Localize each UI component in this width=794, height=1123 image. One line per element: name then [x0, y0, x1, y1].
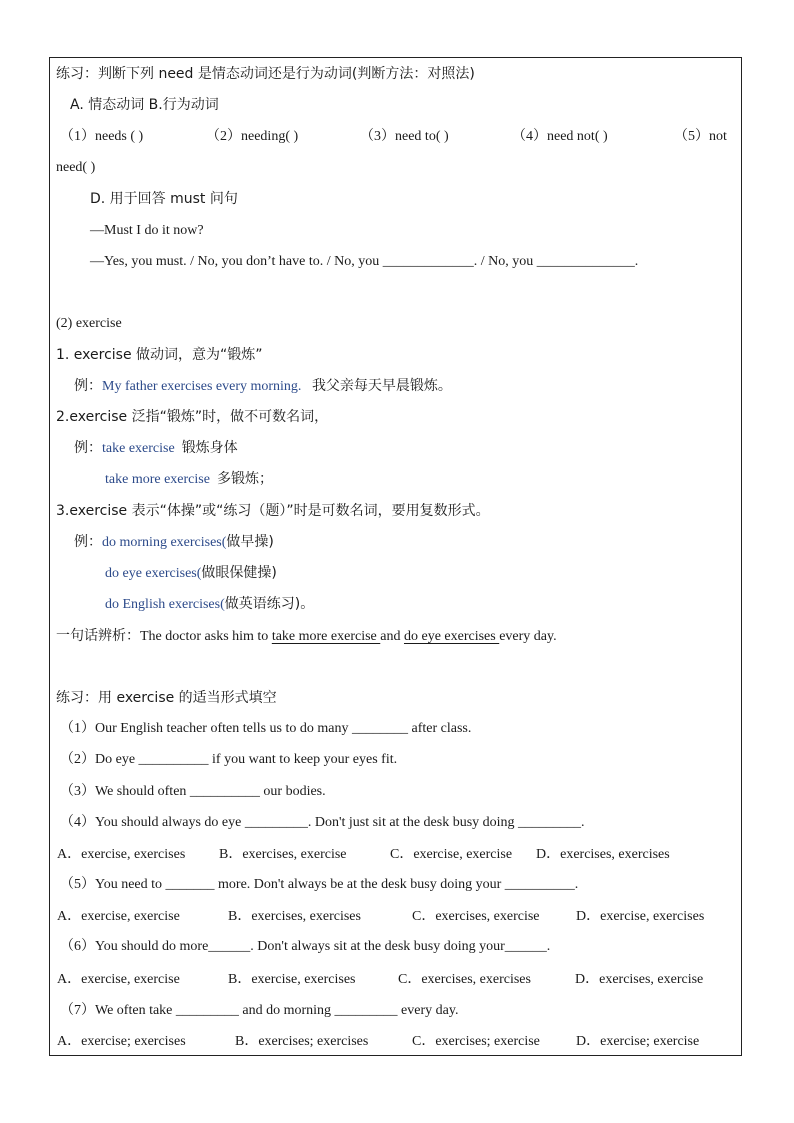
section1-question: —Must I do it now? — [90, 223, 204, 238]
question-5: （5）You need to _______ more. Don't always be at the desk busy doing your __________. — [60, 877, 579, 892]
example-label: 例： — [74, 440, 102, 456]
question-7: （7）We often take _________ and do morning _________ every day. — [60, 1003, 459, 1018]
question-4: （4）You should always do eye _________. Don't just sit at the desk busy doing _________. — [60, 815, 585, 830]
q5-option-d: D．exercise, exercises — [576, 909, 705, 924]
example3c — [105, 595, 314, 614]
question-6: （6）You should do more______. Don't always sit at the desk busy doing your______. — [60, 939, 551, 954]
example1-english: My father exercises every morning. — [102, 379, 302, 394]
section1-d-line: D. 用于回答 must 问句 — [90, 191, 238, 207]
section1-title: 练习：判断下列 need 是情态动词还是行为动词(判断方法：对照法) — [56, 66, 475, 82]
example3b — [105, 564, 277, 583]
analysis-underlined-2: do eye exercises — [403, 629, 500, 644]
example-label: 例： — [74, 378, 102, 394]
example3b-english: do eye exercises( — [105, 566, 202, 581]
need-item-1: （1）needs ( ) — [60, 129, 144, 144]
example3a-english: do morning exercises( — [102, 535, 227, 550]
section1-answer: —Yes, you must. / No, you don’t have to. / No, you _____________. / No, you ______________. — [90, 254, 639, 269]
analysis-text-1: The doctor asks him to — [140, 629, 272, 644]
question-1: （1）Our English teacher often tells us to do many ________ after class. — [60, 721, 472, 736]
example2a-chinese: 锻炼身体 — [181, 440, 238, 456]
analysis-underlined-1: take more exercise — [271, 629, 381, 644]
section2-point2: 2.exercise 泛指“锻炼”时，做不可数名词， — [56, 409, 329, 425]
q6-option-c: C．exercises, exercises — [398, 972, 531, 987]
analysis-sentence — [56, 627, 557, 646]
example2b — [105, 470, 273, 489]
example3c-english: do English exercises( — [105, 597, 225, 612]
analysis-text-2: and — [380, 629, 404, 644]
q7-option-c: C．exercises; exercise — [412, 1034, 540, 1049]
q6-option-a: A．exercise, exercise — [57, 972, 180, 987]
example3b-chinese: 做眼保健操) — [201, 565, 277, 581]
q7-option-a: A．exercise; exercises — [57, 1034, 186, 1049]
analysis-label: 一句话辨析： — [56, 628, 140, 644]
example-label: 例： — [74, 534, 102, 550]
q4-option-d: D．exercises, exercises — [536, 847, 670, 862]
q7-option-d: D．exercise; exercise — [576, 1034, 700, 1049]
example1 — [74, 377, 452, 396]
section1-options: A. 情态动词 B.行为动词 — [70, 97, 219, 113]
example2b-english: take more exercise — [105, 472, 210, 487]
q6-option-d: D．exercises, exercise — [575, 972, 704, 987]
section2-heading: (2) exercise — [56, 316, 122, 331]
need-item-5-cont: need( ) — [56, 160, 96, 175]
example2a — [74, 439, 238, 458]
q6-option-b: B．exercise, exercises — [228, 972, 356, 987]
need-item-5: （5）not — [674, 129, 727, 144]
practice-title: 练习：用 exercise 的适当形式填空 — [56, 690, 277, 706]
q4-option-c: C．exercise, exercise — [390, 847, 513, 862]
q4-option-b: B．exercises, exercise — [219, 847, 347, 862]
need-item-3: （3）need to( ) — [360, 129, 449, 144]
example2b-chinese: 多锻炼； — [216, 471, 273, 487]
question-3: （3）We should often __________ our bodies. — [60, 784, 326, 799]
section2-point3: 3.exercise 表示“体操”或“练习（题）”时是可数名词，要用复数形式。 — [56, 503, 490, 519]
example2a-english: take exercise — [102, 441, 175, 456]
example1-chinese: 我父亲每天早晨锻炼。 — [311, 378, 452, 394]
need-item-4: （4）need not( ) — [512, 129, 608, 144]
example3c-chinese: 做英语练习)。 — [224, 596, 315, 612]
example3a — [74, 533, 274, 552]
q5-option-a: A．exercise, exercise — [57, 909, 180, 924]
q4-option-a: A．exercise, exercises — [57, 847, 186, 862]
q7-option-b: B．exercises; exercises — [235, 1034, 369, 1049]
q5-option-b: B．exercises, exercises — [228, 909, 361, 924]
need-item-2: （2）needing( ) — [206, 129, 299, 144]
example3a-chinese: 做早操) — [226, 534, 274, 550]
q5-option-c: C．exercises, exercise — [412, 909, 540, 924]
question-2: （2）Do eye __________ if you want to keep your eyes fit. — [60, 752, 398, 767]
analysis-text-3: every day. — [499, 629, 557, 644]
section2-point1: 1. exercise 做动词，意为“锻炼” — [56, 347, 263, 363]
